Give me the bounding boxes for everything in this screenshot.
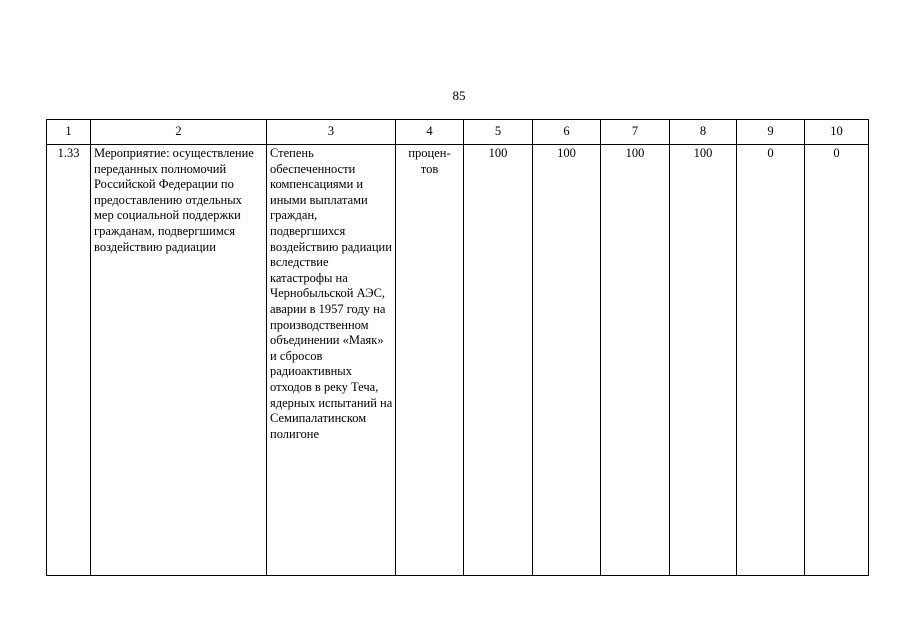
header-cell-1: 1 — [47, 120, 91, 145]
value-cell-7: 100 — [601, 145, 670, 576]
unit-text-line-1: процен- — [408, 146, 451, 160]
measure-cell: Мероприятие: осуществление переданных полномочий Российской Федерации по предоставлению отдельных мер социальной поддержки гражданам, подвергшимся воздействию радиации — [91, 145, 267, 576]
header-row — [47, 120, 869, 145]
value-cell-6: 100 — [533, 145, 601, 576]
indicator-table — [46, 119, 869, 576]
table-row — [47, 145, 869, 576]
header-cell-7: 7 — [601, 120, 670, 145]
value-cell-10: 0 — [805, 145, 869, 576]
header-cell-4: 4 — [396, 120, 464, 145]
indicator-cell: Степень обеспеченности компенсациями и иными выплатами граждан, подвергшихся воздействию радиации вследствие катастрофы на Чернобыльской АЭС, аварии в 1957 году на производственном объединении «Маяк» и сбросов радиоактивных отходов в реку Теча, ядерных испытаний на Семипалатинском полигоне — [267, 145, 396, 576]
value-cell-8: 100 — [670, 145, 737, 576]
header-cell-2: 2 — [91, 120, 267, 145]
header-cell-6: 6 — [533, 120, 601, 145]
row-number-cell: 1.33 — [47, 145, 91, 576]
unit-text-line-2: тов — [420, 161, 439, 176]
header-cell-9: 9 — [737, 120, 805, 145]
header-cell-3: 3 — [267, 120, 396, 145]
page-number: 85 — [452, 88, 466, 103]
header-cell-5: 5 — [464, 120, 533, 145]
unit-cell — [396, 145, 464, 576]
header-cell-10: 10 — [805, 120, 869, 145]
value-cell-9: 0 — [737, 145, 805, 576]
header-cell-8: 8 — [670, 120, 737, 145]
value-cell-5: 100 — [464, 145, 533, 576]
